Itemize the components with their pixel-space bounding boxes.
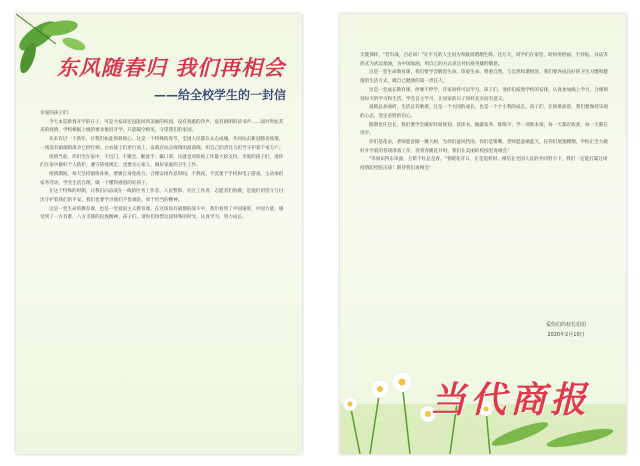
- paragraph: 天使那样，"若有战，召必回！"让平凡的人生因为奉献而熠熠生辉。这几天，同学们在家里，纷纷用绘画、手抄报、书法等形式为武汉加油，为中国加油，用自己的方式表达对抗疫英雄的敬意。: [360, 53, 608, 67]
- paragraph: 这是一堂成长教育课，停课不停学，在家同样可以学习。孩子们，请你们按照学校的安排，认真参加线上学习，合理规划每天的学习和生活，学会自主学习，让居家的日子同样充实而有意义。: [360, 87, 608, 102]
- paragraph: 假期也许还长，我们要学会做好时间规划，读读书、做做家务、练练字、学一项新本领，每一天都有收获，每一天都在进步。: [360, 122, 608, 137]
- paragraph: 这是一堂生命的教育课，也是一堂爱国主义教育课。在这场没有硝烟的战斗中，我们看到了中国速度、中国力量，感受到了一方有难、八方支援的民族精神。孩子们，请你们珍惜这段特殊的时光，认真学习，努力成长。: [40, 206, 284, 221]
- letter-greeting: 亲爱的孩子们：: [40, 111, 73, 116]
- paragraph: 道路总多曲折，生活总有磨难。这是一个大国的成长，也是一个个小我的成长。孩子们，在困难面前，我们要保持乐观的心态，坚定必胜的信心。: [360, 105, 608, 119]
- letter-subheadline: ——给全校学生的一封信: [153, 88, 286, 102]
- paragraph: 你们是花朵，老师愿意做一棵大树，为你们遮风挡雨；你们是雏鹰，老师愿意做蓝天，任你们展翅翱翔。学校正全力做好开学前的各项准备工作，待到春暖花开时，我们在美丽的校园里再相会！: [360, 140, 608, 154]
- newspaper-logo-stamp: 当代商报: [430, 379, 591, 421]
- signature: 爱你们的校长伯伯: [545, 322, 586, 328]
- letter-date: 2020年2月10日: [547, 332, 585, 338]
- letter-body-left: [40, 110, 284, 223]
- paragraph: 疫情当前，你们宅在家中，不出门、不聚会、勤洗手、戴口罩，这就是对防疫工作最大的支持。亲爱的孩子们，请你们在家中做好个人防护，遵守防疫规定，也要关心家人，做好家庭的卫生工作。: [40, 154, 284, 169]
- paragraph: 从未有过一个新年，让我们如此刻骨铭心。这是一个特殊的春节，全国人民都在众志成城，共同抗击新冠肺炎疫情。一场没有硝烟的战争已经打响，白衣战士们逆行而上，奋战在抗击疫情的最前线，用自己的责任与担当守护着千家万户。: [40, 137, 284, 151]
- letter-body-right: [360, 52, 608, 174]
- paragraph: 今天本是新春开学的日子，可是大家却还没能回到美丽的校园，没有熟悉的铃声，没有朗朗的读书声……面对突如其来的疫情，学校根据上级的要求推迟开学，只能隔空相见，守望我们的家园。: [40, 119, 284, 134]
- letter-page-left: [16, 14, 302, 454]
- paragraph: 这是一堂生命教育课，我们要学会敬畏生命、珍爱生命、尊重自然，与自然和谐相处。我们要养成良好的卫生习惯和健康的生活方式，做自己健康的第一责任人。: [360, 70, 608, 85]
- paragraph: 在这个特殊的时期，让我们向奋战在一线的医务工作者、人民警察、社区工作者、志愿者们致敬，是他们用坚守与付出守护着我们的平安。我们也要学习他们不畏艰险、勇于担当的精神。: [40, 189, 284, 204]
- paragraph: "等闲识得东风面，万紫千红总是春。"春暖花开日，正是返校时。相信在全国人民的共同努力下，我们一定能打赢这场疫情防控阻击战！期待我们再相会！: [360, 157, 608, 172]
- letter-headline: 东风随春归 我们再相会: [56, 55, 286, 80]
- paragraph: 疫情期间，每天坚持锻炼身体，增强自身免疫力。合理安排作息时间，不熬夜、不沉迷于手机和电子游戏，主动承担家务劳动，学会生活自理，做一个懂得感恩的好孩子。: [40, 171, 284, 186]
